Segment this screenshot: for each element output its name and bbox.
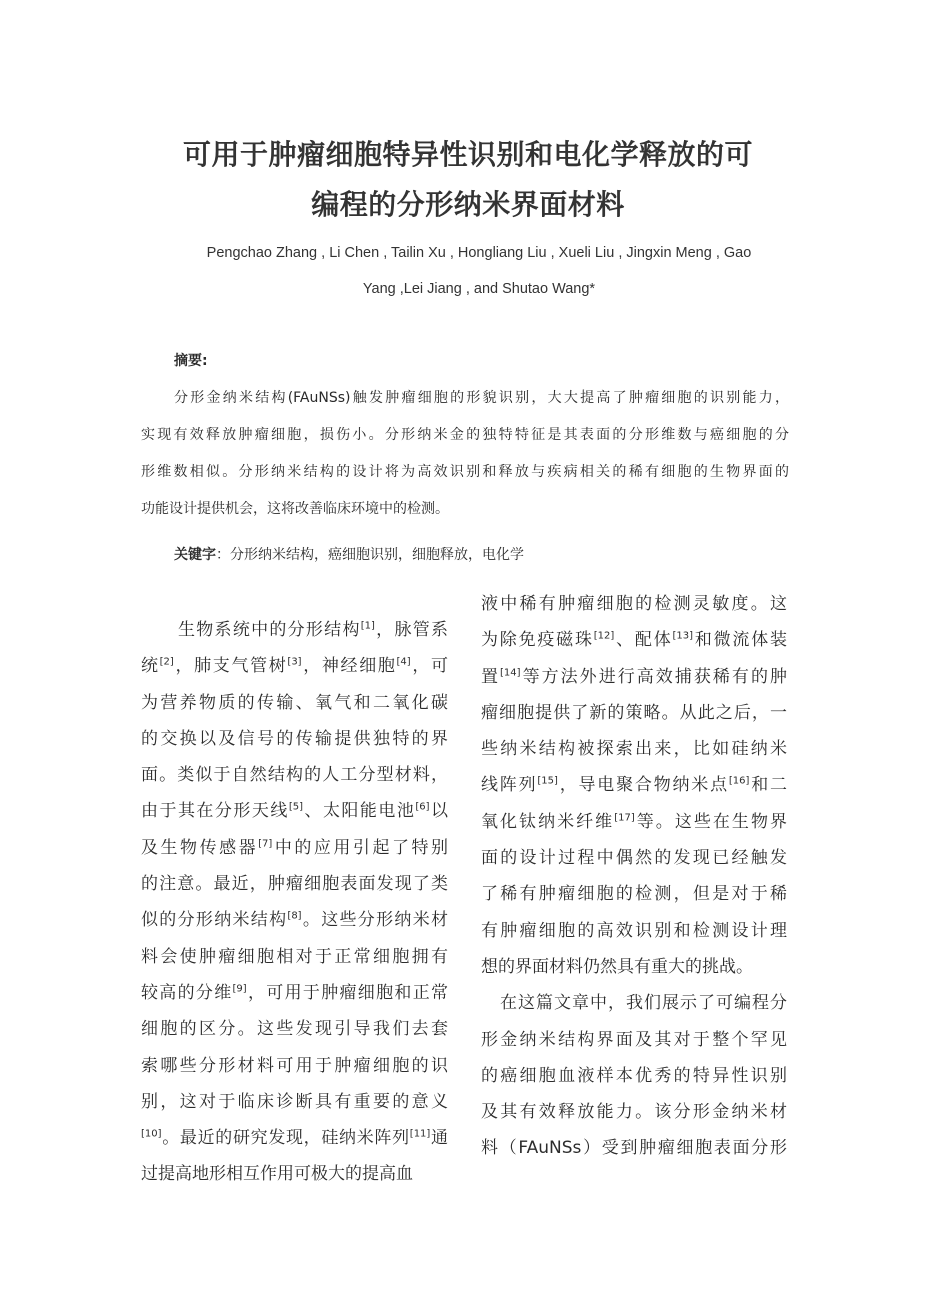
citation: [16] [728,775,750,787]
citation: [7] [258,838,273,850]
abstract-body [141,380,789,528]
body-line: 面的设计过程中偶然的发现已经触发 [481,848,787,869]
body-line: 生物系统中的分形结构[1]，脉管系 [178,620,448,640]
body-line: 由于其在分形天线[5]、太阳能电池[6]以 [141,801,449,822]
citation: [2] [159,656,174,668]
body-line: 过提高地形相互作用可极大的提高血 [141,1164,413,1185]
body-line: 索哪些分形材料可用于肿瘤细胞的识 [141,1055,448,1076]
body-line: 瘤细胞提供了新的策略。从此之后，一 [481,702,787,723]
body-line: 的注意。最近，肿瘤细胞表面发现了类 [141,874,448,895]
abstract-heading: 摘要: [174,353,208,369]
citation: [5] [288,801,303,813]
body-line: 有肿瘤细胞的高效识别和检测设计理 [481,920,787,941]
body-line: 似的分形纳米结构[8]。这些分形纳米材 [141,910,449,931]
body-line: 面。类似于自然结构的人工分型材料， [141,765,448,786]
citation: [6] [415,801,430,813]
body-line: 想的界面材料仍然具有重大的挑战。 [481,956,753,977]
body-line: 线阵列[15]，导电聚合物纳米点[16]和二 [481,775,788,796]
body-line: [10]。最近的研究发现，硅纳米阵列[11]通 [141,1128,449,1149]
abstract-line: 功能设计提供机会，这将改善临床环境中的检测。 [141,501,449,517]
author-line-1: Pengchao Zhang , Li Chen , Tailin Xu , Hongliang Liu , Xueli Liu , Jingxin Meng , Gao [206,245,752,261]
body-line: 液中稀有肿瘤细胞的检测灵敏度。这 [481,594,787,614]
citation: [8] [287,910,302,922]
body-line: 的癌细胞血液样本优秀的特异性识别 [481,1065,787,1086]
title-line-2: 编程的分形纳米界面材料 [311,188,625,221]
body-line: 为除免疫磁珠[12]、配体[13]和微流体装 [481,630,788,651]
citation: [3] [287,656,302,668]
citation: [1] [360,620,375,632]
abstract-line: 实现有效释放肿瘤细胞，损伤小。分形纳米金的独特特征是其表面的分形维数与癌细胞的分 [141,427,789,443]
body-line: 料会使肿瘤细胞相对于正常细胞拥有 [141,946,448,967]
citation: [14] [500,666,521,678]
citation: [17] [614,812,635,824]
body-line: 为营养物质的传输、氧气和二氧化碳 [141,692,448,713]
citation: [9] [232,983,247,995]
body-line: 在这篇文章中，我们展示了可编程分 [500,993,787,1014]
body-line: 的交换以及信号的传输提供独特的界 [141,728,448,749]
citation: [10] [141,1128,162,1140]
citation: [15] [537,775,558,787]
keywords-label: 关键字 [174,547,216,563]
citation: [11] [409,1128,431,1140]
body-line: 较高的分维[9]，可用于肿瘤细胞和正常 [141,982,449,1003]
abstract-line: 形维数相似。分形纳米结构的设计将为高效识别和释放与疾病相关的稀有细胞的生物界面的 [141,464,789,480]
title-line-1: 可用于肿瘤细胞特异性识别和电化学释放的可 [182,138,753,171]
body-column-left [141,612,448,1193]
paper-title [150,130,786,230]
body-line: 置[14]等方法外进行高效捕获稀有的肿 [481,666,787,687]
author-list [168,235,790,307]
body-line: 统[2]，肺支气管树[3]，神经细胞[4]，可 [141,656,449,677]
citation: [4] [396,656,411,668]
body-line: 些纳米结构被探索出来，比如硅纳米 [481,739,787,760]
author-line-2: Yang ,Lei Jiang , and Shutao Wang* [362,281,596,297]
body-line: 别，这对于临床诊断具有重要的意义 [141,1091,448,1112]
body-line: 及其有效释放能力。该分形金纳米材 [481,1102,787,1123]
keywords [174,542,524,568]
body-line: 氧化钛纳米纤维[17]等。这些在生物界 [481,811,787,832]
abstract-line: 分形金纳米结构(FAuNSs)触发肿瘤细胞的形貌识别，大大提高了肿瘤细胞的识别能力， [174,390,789,406]
body-line: 了稀有肿瘤细胞的检测，但是对于稀 [481,884,787,905]
citation: [13] [672,630,694,642]
body-line: 形金纳米结构界面及其对于整个罕见 [481,1029,787,1050]
body-line: 料（FAuNSs）受到肿瘤细胞表面分形 [481,1138,787,1159]
citation: [12] [593,630,615,642]
body-line: 及生物传感器[7]中的应用引起了特别 [141,837,449,858]
keywords-text: ：分形纳米结构，癌细胞识别，细胞释放，电化学 [216,547,524,563]
body-column-right [481,586,787,1167]
body-line: 细胞的区分。这些发现引导我们去套 [141,1019,448,1040]
